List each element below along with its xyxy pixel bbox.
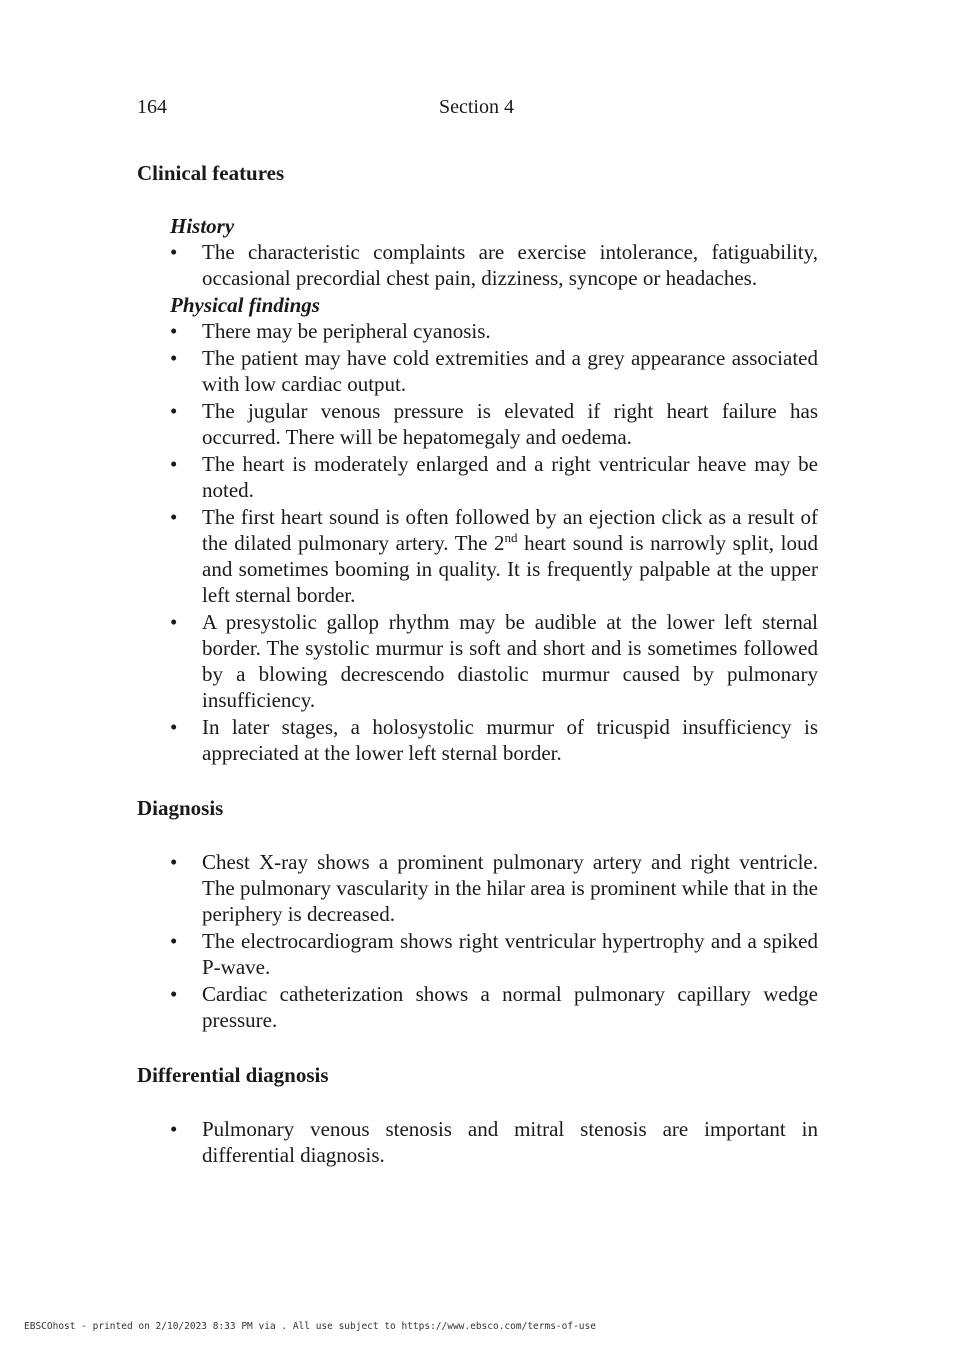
history-list (137, 239, 818, 291)
diagnosis-list (137, 849, 818, 1033)
list-item: • The heart is moderately enlarged and a right ventricular heave may be noted. (137, 451, 818, 503)
physical-findings-list (137, 318, 818, 766)
page-number: 164 (137, 96, 167, 118)
list-item: • There may be peripheral cyanosis. (137, 318, 818, 344)
diagnosis-heading: Diagnosis (137, 796, 224, 820)
list-item-text: The first heart sound is often followed by an ejection click as a result of the dilated pulmonary artery. The 2 (202, 505, 818, 555)
list-item: • The patient may have cold extremities and a grey appearance associated with low cardiac output. (137, 345, 818, 397)
history-heading: History (170, 214, 235, 238)
physical-findings-heading: Physical findings (170, 293, 320, 317)
list-item: • A presystolic gallop rhythm may be audible at the lower left sternal border. The systolic murmur is soft and short and is sometimes followed by a blowing decrescendo diastolic murmur caused by pulmonary insufficiency. (137, 609, 818, 713)
page-header (137, 96, 818, 122)
list-item-text: heart sound is narrowly split, loud and sometimes booming in quality. It is frequently palpable at the upper left sternal border. (202, 531, 818, 607)
list-item: • Chest X-ray shows a prominent pulmonary artery and right ventricle. The pulmonary vascularity in the hilar area is prominent while that in the periphery is decreased. (137, 849, 818, 927)
clinical-features-heading: Clinical features (137, 161, 285, 185)
list-item: • In later stages, a holosystolic murmur of tricuspid insufficiency is appreciated at the lower left sternal border. (137, 714, 818, 766)
list-item: • The electrocardiogram shows right ventricular hypertrophy and a spiked P-wave. (137, 928, 818, 980)
list-item: • Pulmonary venous stenosis and mitral stenosis are important in differential diagnosis. (137, 1116, 818, 1168)
running-head: Section 4 (439, 96, 514, 118)
differential-diagnosis-list (137, 1116, 818, 1168)
differential-diagnosis-heading: Differential diagnosis (137, 1063, 329, 1087)
superscript: nd (504, 530, 518, 545)
list-item: • The jugular venous pressure is elevated if right heart failure has occurred. There will be hepatomegaly and oedema. (137, 398, 818, 450)
list-item: • Cardiac catheterization shows a normal pulmonary capillary wedge pressure. (137, 981, 818, 1033)
print-footer: EBSCOhost - printed on 2/10/2023 8:33 PM via . All use subject to https://www.ebsco.com/terms-of-use (24, 1321, 596, 1332)
list-item (137, 504, 818, 608)
page-content (137, 160, 818, 1169)
list-item: • The characteristic complaints are exercise intolerance, fatiguability, occasional precordial chest pain, dizziness, syncope or headaches. (137, 239, 818, 291)
